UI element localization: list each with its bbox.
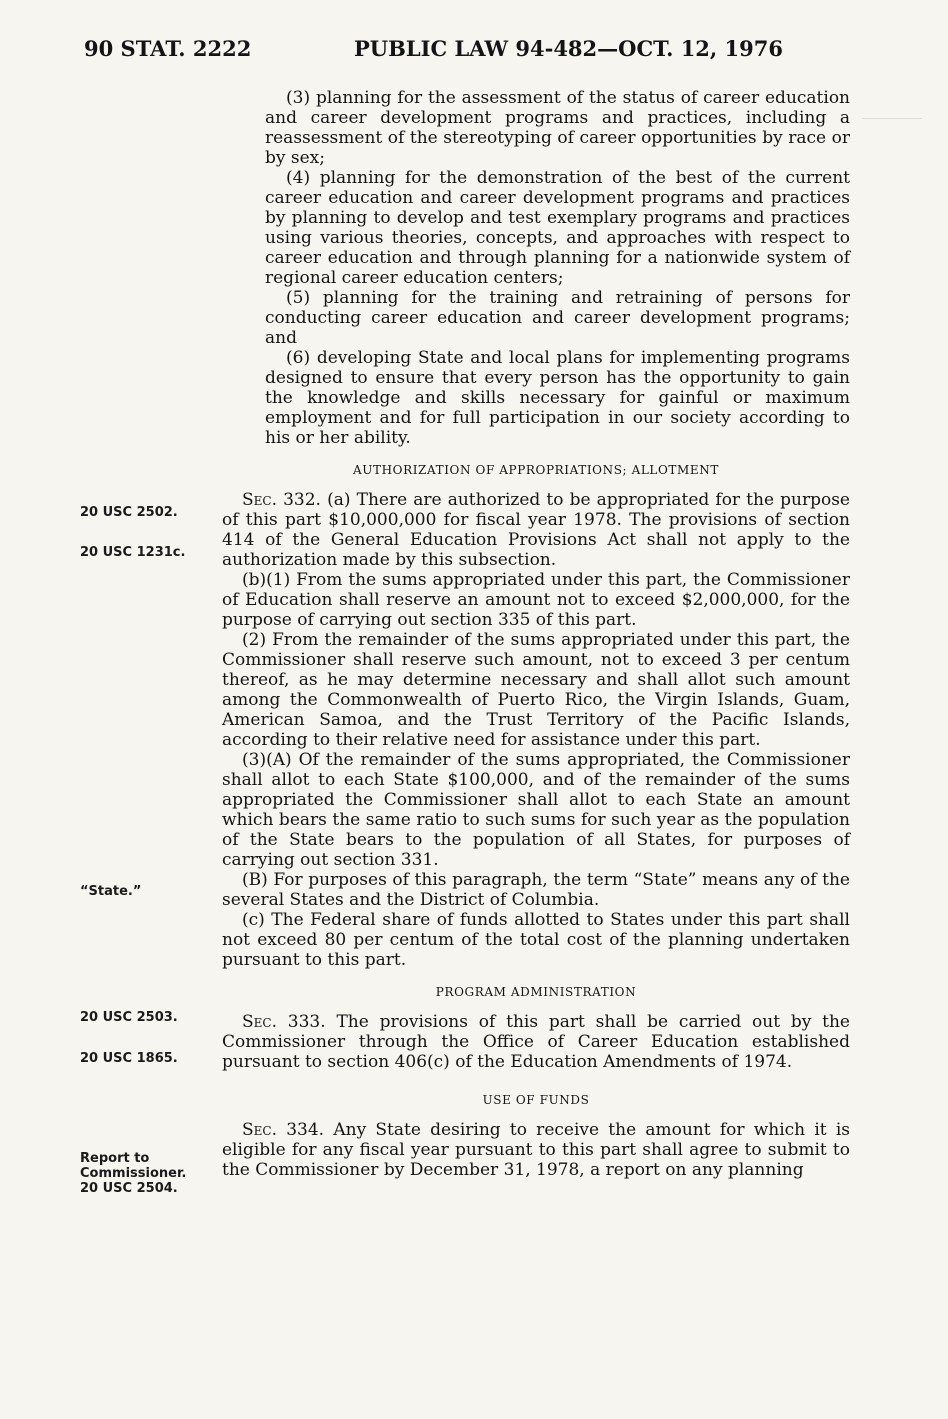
law-title: PUBLIC LAW 94-482—OCT. 12, 1976	[354, 36, 783, 61]
margin-note-20usc1865: 20 USC 1865.	[80, 1051, 178, 1066]
sec333-text	[222, 1012, 850, 1072]
paragraph-4: (4) planning for the demonstration of the best of the current career education and career development programs and practices by planning to develop and test exemplary programs and practices using various theories, concepts, and approaches with respect to career education and through planning for a nationwide system of regional career education centers;	[265, 168, 850, 288]
sec332-b2: (2) From the remainder of the sums appropriated under this part, the Commissioner shall reserve such amount, not to exceed 3 per centum thereof, as he may determine necessary and shall allot such amount among the Commonwealth of Puerto Rico, the Virgin Islands, Guam, American Samoa, and the Trust Territory of the Pacific Islands, according to their relative need for assistance under this part.	[222, 630, 850, 750]
section-heading-332: AUTHORIZATION OF APPROPRIATIONS; ALLOTMENT	[353, 463, 719, 477]
paragraph-6: (6) developing State and local plans for implementing programs designed to ensure that every person has the opportunity to gain the knowledge and skills necessary for gainful or maximum employment and for full participation in our society according to his or her ability.	[265, 348, 850, 448]
sec334-label: Sec. 334.	[242, 1120, 325, 1140]
statute-page-number: 90 STAT. 2222	[84, 36, 252, 61]
margin-note-state: “State.”	[80, 884, 142, 899]
margin-note-commissioner-line2: Commissioner.	[80, 1166, 187, 1181]
margin-note-report-to	[80, 1151, 186, 1196]
sec332-b3b: (B) For purposes of this paragraph, the term “State” means any of the several States and the District of Columbia.	[222, 870, 850, 910]
paragraph-5: (5) planning for the training and retraining of persons for conducting career education and career development programs; and	[265, 288, 850, 348]
margin-note-20usc2504-line3: 20 USC 2504.	[80, 1181, 178, 1196]
section-heading-333: PROGRAM ADMINISTRATION	[435, 985, 637, 999]
sec334-body: Any State desiring to receive the amount for which it is eligible for any fiscal year pursuant to this part shall agree to submit to the Commissioner by December 31, 1978, a report on any planning	[222, 1120, 851, 1180]
sec334-text	[222, 1120, 850, 1180]
sec332-c: (c) The Federal share of funds allotted to States under this part shall not exceed 80 per centum of the total cost of the planning undertaken pursuant to this part.	[222, 910, 850, 970]
sec332-label: Sec. 332.	[242, 490, 321, 510]
margin-note-report-to-line1: Report to	[80, 1151, 150, 1166]
sec332-a-text: (a) There are authorized to be appropriated for the purpose of this part $10,000,000 for fiscal year 1978. The provisions of section 414 of the General Education Provisions Act shall not apply to the authorization made by this subsection.	[222, 490, 850, 570]
paragraph-3: (3) planning for the assessment of the status of career education and career development programs and practices, including a reassessment of the stereotyping of career opportunities by race or by sex;	[265, 88, 850, 168]
margin-note-20usc2503: 20 USC 2503.	[80, 1010, 178, 1025]
bleed-through-decoration	[862, 118, 922, 129]
margin-note-20usc1231c: 20 USC 1231c.	[80, 545, 186, 560]
document-body	[222, 88, 850, 1180]
sec333-body: The provisions of this part shall be carried out by the Commissioner through the Office of Career Education established pursuant to section 406(c) of the Education Amendments of 1974.	[222, 1012, 850, 1072]
sec332-a	[222, 490, 850, 570]
margin-note-20usc2502: 20 USC 2502.	[80, 505, 178, 520]
sec333-label: Sec. 333.	[242, 1012, 326, 1032]
sec332-b3a: (3)(A) Of the remainder of the sums appropriated, the Commissioner shall allot to each State $100,000, and of the remainder of the sums appropriated the Commissioner shall allot to each State an amount which bears the same ratio to such sums for such year as the population of the State bears to the population of all States, for purposes of carrying out section 331.	[222, 750, 850, 870]
section-heading-334: USE OF FUNDS	[482, 1093, 590, 1107]
page-header	[84, 36, 860, 68]
sec332-b1: (b)(1) From the sums appropriated under this part, the Commissioner of Education shall reserve an amount not to exceed $2,000,000, for the purpose of carrying out section 335 of this part.	[222, 570, 850, 630]
